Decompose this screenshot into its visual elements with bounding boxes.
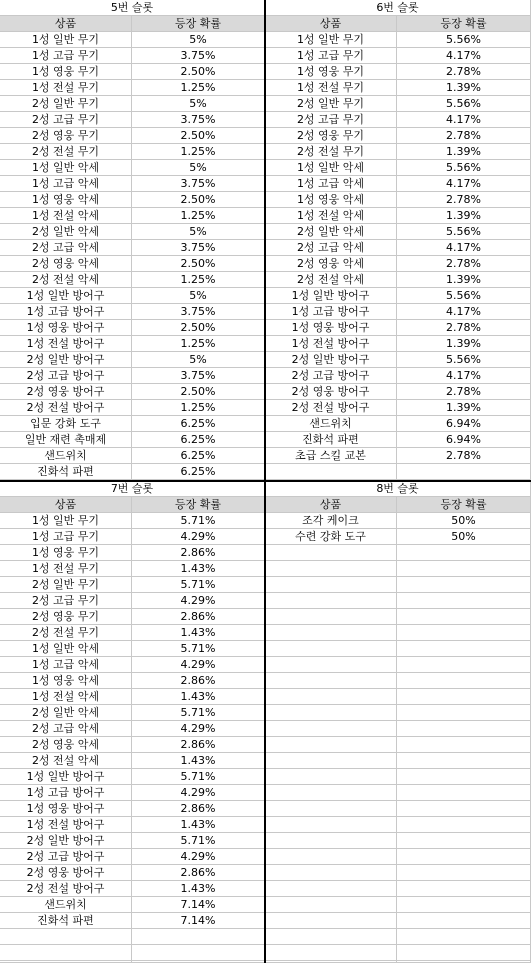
table-cell-item[interactable] [265, 833, 397, 849]
slot-title: 6번 슬롯 [265, 0, 531, 16]
table-cell-rate[interactable]: 3.75% [132, 240, 265, 256]
table-cell-item[interactable]: 초급 스킬 교본 [265, 448, 397, 464]
table-cell-rate[interactable] [397, 673, 531, 689]
slot-title: 8번 슬롯 [265, 481, 531, 497]
table-cell-item[interactable] [265, 609, 397, 625]
table-cell-item[interactable] [0, 929, 132, 945]
table-cell-rate[interactable]: 1.25% [132, 144, 265, 160]
table-cell-item[interactable]: 1성 영웅 악세 [265, 192, 397, 208]
table-cell-rate[interactable]: 2.50% [132, 64, 265, 80]
table-cell-rate[interactable]: 5% [132, 224, 265, 240]
table-cell-rate[interactable]: 2.78% [397, 128, 531, 144]
table-cell-rate[interactable]: 4.17% [397, 240, 531, 256]
table-cell-item[interactable]: 2성 전설 무기 [0, 144, 132, 160]
table-cell-item[interactable]: 2성 전설 악세 [265, 272, 397, 288]
table-cell-item[interactable]: 1성 일반 방어구 [265, 288, 397, 304]
table-cell-rate[interactable]: 3.75% [132, 48, 265, 64]
table-cell-rate[interactable] [397, 721, 531, 737]
table-cell-rate[interactable] [397, 785, 531, 801]
table-cell-rate[interactable]: 5.71% [132, 577, 265, 593]
table-cell-rate[interactable]: 1.43% [132, 753, 265, 769]
table-cell-rate[interactable]: 5.71% [132, 833, 265, 849]
table-cell-rate[interactable]: 6.94% [397, 416, 531, 432]
table-cell-item[interactable]: 2성 영웅 악세 [265, 256, 397, 272]
table-cell-item[interactable]: 일반 재련 촉매제 [0, 432, 132, 448]
table-cell-rate[interactable] [397, 657, 531, 673]
table-cell-rate[interactable] [397, 625, 531, 641]
table-cell-item[interactable]: 2성 고급 방어구 [0, 849, 132, 865]
table-cell-rate[interactable]: 5.56% [397, 96, 531, 112]
table-cell-item[interactable] [265, 705, 397, 721]
table-cell-item[interactable]: 1성 일반 악세 [0, 160, 132, 176]
table-cell-item[interactable] [265, 593, 397, 609]
table-cell-item[interactable] [265, 865, 397, 881]
table-cell-item[interactable] [265, 577, 397, 593]
table-cell-rate[interactable]: 4.17% [397, 304, 531, 320]
table-cell-item[interactable]: 2성 영웅 무기 [0, 128, 132, 144]
table-cell-rate[interactable]: 5% [132, 160, 265, 176]
table-cell-rate[interactable] [397, 545, 531, 561]
table-cell-rate[interactable]: 4.17% [397, 48, 531, 64]
table-cell-item[interactable]: 2성 일반 무기 [0, 96, 132, 112]
table-cell-rate[interactable]: 2.50% [132, 320, 265, 336]
table-cell-item[interactable]: 1성 일반 무기 [0, 513, 132, 529]
table-cell-rate[interactable] [397, 641, 531, 657]
table-cell-item[interactable]: 2성 일반 무기 [0, 577, 132, 593]
table-cell-item[interactable] [265, 561, 397, 577]
table-cell-item[interactable]: 1성 영웅 방어구 [0, 320, 132, 336]
table-cell-rate[interactable]: 1.43% [132, 817, 265, 833]
table-cell-rate[interactable]: 1.25% [132, 400, 265, 416]
table-cell-item[interactable]: 1성 일반 무기 [265, 32, 397, 48]
table-cell-rate[interactable]: 1.25% [132, 80, 265, 96]
table-cell-rate[interactable]: 5.56% [397, 288, 531, 304]
section-divider-horizontal [0, 480, 531, 482]
table-cell-rate[interactable] [397, 769, 531, 785]
table-cell-item[interactable]: 1성 고급 악세 [265, 176, 397, 192]
table-cell-rate[interactable]: 2.78% [397, 256, 531, 272]
table-cell-item[interactable]: 진화석 파편 [0, 913, 132, 929]
table-cell-item[interactable]: 1성 고급 방어구 [0, 304, 132, 320]
table-cell-rate[interactable]: 2.78% [397, 448, 531, 464]
table-cell-rate[interactable]: 4.29% [132, 849, 265, 865]
column-header-rate: 등장 확률 [397, 497, 531, 513]
table-cell-rate[interactable]: 4.29% [132, 593, 265, 609]
table-cell-item[interactable]: 1성 영웅 악세 [0, 673, 132, 689]
table-cell-item[interactable]: 2성 전설 방어구 [0, 400, 132, 416]
table-cell-rate[interactable]: 1.43% [132, 625, 265, 641]
table-cell-item[interactable] [265, 625, 397, 641]
table-cell-rate[interactable] [132, 929, 265, 945]
table-cell-rate[interactable] [397, 945, 531, 961]
table-cell-rate[interactable] [397, 705, 531, 721]
table-cell-item[interactable]: 1성 일반 무기 [0, 32, 132, 48]
table-cell-item[interactable]: 2성 고급 악세 [265, 240, 397, 256]
column-header-rate: 등장 확률 [132, 497, 265, 513]
table-cell-item[interactable]: 2성 전설 방어구 [0, 881, 132, 897]
table-cell-item[interactable]: 1성 고급 무기 [0, 48, 132, 64]
table-cell-item[interactable]: 1성 영웅 방어구 [0, 801, 132, 817]
table-cell-item[interactable]: 1성 일반 방어구 [0, 288, 132, 304]
table-cell-item[interactable]: 2성 전설 무기 [0, 625, 132, 641]
table-cell-rate[interactable]: 4.17% [397, 176, 531, 192]
table-cell-item[interactable]: 2성 일반 악세 [0, 224, 132, 240]
table-cell-item[interactable]: 2성 일반 악세 [0, 705, 132, 721]
table-cell-rate[interactable]: 6.94% [397, 432, 531, 448]
table-cell-rate[interactable]: 5.71% [132, 513, 265, 529]
slot-title: 5번 슬롯 [0, 0, 265, 16]
table-cell-rate[interactable] [397, 593, 531, 609]
column-header-item: 상품 [265, 497, 397, 513]
table-cell-rate[interactable]: 2.50% [132, 384, 265, 400]
table-cell-item[interactable] [265, 897, 397, 913]
table-cell-item[interactable]: 2성 전설 무기 [265, 144, 397, 160]
table-cell-rate[interactable]: 4.29% [132, 657, 265, 673]
table-cell-item[interactable]: 1성 고급 방어구 [265, 304, 397, 320]
table-cell-item[interactable]: 2성 고급 방어구 [0, 368, 132, 384]
column-header-item: 상품 [0, 16, 132, 32]
table-cell-rate[interactable]: 2.86% [132, 673, 265, 689]
table-cell-rate[interactable]: 1.25% [132, 336, 265, 352]
table-cell-rate[interactable]: 5.71% [132, 769, 265, 785]
column-header-rate: 등장 확률 [397, 16, 531, 32]
table-cell-item[interactable]: 2성 고급 악세 [0, 721, 132, 737]
table-cell-item[interactable]: 1성 전설 악세 [0, 689, 132, 705]
table-cell-item[interactable]: 2성 전설 악세 [0, 272, 132, 288]
table-cell-item[interactable]: 2성 일반 방어구 [0, 833, 132, 849]
table-cell-rate[interactable]: 6.25% [132, 416, 265, 432]
table-cell-item[interactable]: 1성 전설 방어구 [265, 336, 397, 352]
slot-title: 7번 슬롯 [0, 481, 265, 497]
table-cell-item[interactable]: 입문 강화 도구 [0, 416, 132, 432]
table-cell-rate[interactable]: 5.56% [397, 160, 531, 176]
table-cell-item[interactable]: 1성 영웅 무기 [0, 545, 132, 561]
table-cell-item[interactable] [265, 464, 397, 480]
table-cell-item[interactable] [265, 673, 397, 689]
table-cell-item[interactable]: 2성 일반 무기 [265, 96, 397, 112]
table-cell-item[interactable]: 2성 영웅 무기 [0, 609, 132, 625]
table-cell-item[interactable]: 2성 영웅 방어구 [0, 865, 132, 881]
table-cell-item[interactable]: 1성 일반 악세 [0, 641, 132, 657]
table-cell-item[interactable]: 1성 영웅 방어구 [265, 320, 397, 336]
table-cell-item[interactable] [265, 545, 397, 561]
table-cell-item[interactable]: 2성 영웅 방어구 [265, 384, 397, 400]
table-cell-rate[interactable]: 2.86% [132, 801, 265, 817]
table-cell-item[interactable] [265, 753, 397, 769]
table-cell-item[interactable] [0, 945, 132, 961]
table-cell-item[interactable] [265, 769, 397, 785]
table-cell-rate[interactable]: 5% [132, 32, 265, 48]
table-cell-rate[interactable]: 2.78% [397, 64, 531, 80]
table-cell-rate[interactable]: 2.78% [397, 320, 531, 336]
table-cell-item[interactable]: 1성 고급 무기 [0, 529, 132, 545]
table-cell-item[interactable]: 2성 영웅 무기 [265, 128, 397, 144]
table-cell-rate[interactable]: 5.56% [397, 32, 531, 48]
table-cell-item[interactable] [265, 721, 397, 737]
table-cell-rate[interactable]: 2.50% [132, 256, 265, 272]
table-cell-rate[interactable]: 5.71% [132, 705, 265, 721]
table-cell-rate[interactable]: 4.29% [132, 529, 265, 545]
table-cell-rate[interactable]: 4.29% [132, 785, 265, 801]
table-cell-item[interactable] [265, 689, 397, 705]
table-cell-rate[interactable] [397, 849, 531, 865]
table-cell-rate[interactable]: 7.14% [132, 913, 265, 929]
table-cell-rate[interactable]: 5% [132, 288, 265, 304]
table-cell-rate[interactable]: 5.71% [132, 641, 265, 657]
table-cell-item[interactable]: 샌드위치 [0, 897, 132, 913]
table-cell-rate[interactable]: 3.75% [132, 304, 265, 320]
table-cell-item[interactable]: 2성 일반 악세 [265, 224, 397, 240]
table-cell-rate[interactable] [397, 689, 531, 705]
table-cell-item[interactable]: 2성 고급 무기 [0, 112, 132, 128]
table-cell-item[interactable]: 1성 고급 방어구 [0, 785, 132, 801]
table-cell-item[interactable]: 1성 전설 악세 [265, 208, 397, 224]
table-cell-item[interactable]: 샌드위치 [0, 448, 132, 464]
table-cell-item[interactable]: 2성 고급 악세 [0, 240, 132, 256]
table-cell-rate[interactable]: 1.39% [397, 144, 531, 160]
table-cell-rate[interactable]: 4.17% [397, 368, 531, 384]
table-cell-rate[interactable]: 2.86% [132, 737, 265, 753]
table-cell-item[interactable]: 1성 고급 악세 [0, 176, 132, 192]
table-cell-rate[interactable] [397, 817, 531, 833]
table-cell-rate[interactable]: 6.25% [132, 448, 265, 464]
table-cell-rate[interactable]: 6.25% [132, 432, 265, 448]
table-cell-rate[interactable]: 50% [397, 529, 531, 545]
column-header-item: 상품 [265, 16, 397, 32]
table-cell-rate[interactable]: 4.29% [132, 721, 265, 737]
table-cell-item[interactable]: 1성 전설 무기 [265, 80, 397, 96]
table-cell-rate[interactable]: 2.78% [397, 192, 531, 208]
table-cell-item[interactable]: 샌드위치 [265, 416, 397, 432]
table-cell-rate[interactable] [397, 753, 531, 769]
table-cell-rate[interactable]: 3.75% [132, 368, 265, 384]
table-cell-rate[interactable]: 5% [132, 96, 265, 112]
table-cell-rate[interactable]: 2.86% [132, 865, 265, 881]
table-cell-rate[interactable] [397, 833, 531, 849]
table-cell-rate[interactable] [132, 945, 265, 961]
table-cell-rate[interactable]: 5.56% [397, 352, 531, 368]
table-cell-item[interactable] [265, 817, 397, 833]
table-cell-rate[interactable] [397, 609, 531, 625]
table-cell-item[interactable] [265, 801, 397, 817]
table-cell-rate[interactable]: 5% [132, 352, 265, 368]
table-cell-item[interactable]: 1성 고급 무기 [265, 48, 397, 64]
table-cell-item[interactable]: 2성 일반 방어구 [265, 352, 397, 368]
table-cell-rate[interactable]: 1.25% [132, 208, 265, 224]
column-header-item: 상품 [0, 497, 132, 513]
table-cell-rate[interactable]: 1.43% [132, 561, 265, 577]
table-cell-rate[interactable] [397, 464, 531, 480]
table-cell-rate[interactable]: 4.17% [397, 112, 531, 128]
table-cell-rate[interactable]: 2.78% [397, 384, 531, 400]
table-cell-item[interactable]: 2성 영웅 악세 [0, 737, 132, 753]
table-cell-rate[interactable] [397, 897, 531, 913]
table-cell-rate[interactable]: 2.50% [132, 128, 265, 144]
table-cell-rate[interactable]: 1.43% [132, 881, 265, 897]
table-cell-item[interactable]: 1성 일반 방어구 [0, 769, 132, 785]
table-cell-item[interactable]: 1성 영웅 악세 [0, 192, 132, 208]
table-cell-item[interactable] [265, 929, 397, 945]
table-cell-item[interactable] [265, 785, 397, 801]
table-cell-rate[interactable]: 1.39% [397, 336, 531, 352]
table-cell-item[interactable]: 1성 전설 악세 [0, 208, 132, 224]
table-cell-item[interactable]: 2성 고급 무기 [265, 112, 397, 128]
table-cell-rate[interactable]: 2.86% [132, 609, 265, 625]
table-cell-item[interactable]: 2성 일반 방어구 [0, 352, 132, 368]
table-cell-rate[interactable]: 1.39% [397, 400, 531, 416]
table-cell-item[interactable] [265, 849, 397, 865]
table-cell-rate[interactable]: 7.14% [132, 897, 265, 913]
table-cell-item[interactable]: 2성 전설 방어구 [265, 400, 397, 416]
table-cell-item[interactable]: 1성 전설 무기 [0, 80, 132, 96]
table-cell-item[interactable]: 1성 일반 악세 [265, 160, 397, 176]
table-cell-item[interactable]: 1성 전설 무기 [0, 561, 132, 577]
table-cell-rate[interactable]: 3.75% [132, 176, 265, 192]
table-cell-item[interactable]: 2성 고급 무기 [0, 593, 132, 609]
table-cell-rate[interactable] [397, 913, 531, 929]
table-cell-item[interactable]: 2성 전설 악세 [0, 753, 132, 769]
table-cell-item[interactable] [265, 737, 397, 753]
table-cell-item[interactable]: 1성 전설 방어구 [0, 817, 132, 833]
table-cell-item[interactable]: 수련 강화 도구 [265, 529, 397, 545]
table-cell-rate[interactable]: 2.86% [132, 545, 265, 561]
column-header-rate: 등장 확률 [132, 16, 265, 32]
table-cell-rate[interactable]: 5.56% [397, 224, 531, 240]
table-cell-rate[interactable] [397, 929, 531, 945]
table-cell-item[interactable]: 1성 영웅 무기 [0, 64, 132, 80]
table-cell-item[interactable]: 조각 케이크 [265, 513, 397, 529]
table-cell-item[interactable]: 2성 영웅 방어구 [0, 384, 132, 400]
table-cell-rate[interactable] [397, 865, 531, 881]
table-cell-rate[interactable] [397, 801, 531, 817]
table-cell-rate[interactable]: 1.25% [132, 272, 265, 288]
table-cell-rate[interactable]: 1.43% [132, 689, 265, 705]
table-cell-item[interactable] [265, 881, 397, 897]
table-cell-rate[interactable]: 1.39% [397, 80, 531, 96]
table-cell-item[interactable]: 2성 영웅 악세 [0, 256, 132, 272]
table-cell-item[interactable] [265, 641, 397, 657]
table-cell-item[interactable]: 진화석 파편 [0, 464, 132, 480]
table-cell-rate[interactable] [397, 577, 531, 593]
table-cell-item[interactable] [265, 945, 397, 961]
table-cell-item[interactable] [265, 657, 397, 673]
table-cell-item[interactable] [265, 913, 397, 929]
table-cell-rate[interactable]: 2.50% [132, 192, 265, 208]
table-cell-rate[interactable] [397, 561, 531, 577]
table-cell-rate[interactable]: 6.25% [132, 464, 265, 480]
table-cell-rate[interactable]: 3.75% [132, 112, 265, 128]
table-cell-rate[interactable]: 1.39% [397, 208, 531, 224]
table-cell-rate[interactable]: 50% [397, 513, 531, 529]
table-cell-rate[interactable]: 1.39% [397, 272, 531, 288]
table-cell-item[interactable]: 1성 영웅 무기 [265, 64, 397, 80]
table-cell-item[interactable]: 2성 고급 방어구 [265, 368, 397, 384]
table-cell-rate[interactable] [397, 737, 531, 753]
table-cell-item[interactable]: 1성 고급 악세 [0, 657, 132, 673]
table-cell-rate[interactable] [397, 881, 531, 897]
table-cell-item[interactable]: 1성 전설 방어구 [0, 336, 132, 352]
table-cell-item[interactable]: 진화석 파편 [265, 432, 397, 448]
